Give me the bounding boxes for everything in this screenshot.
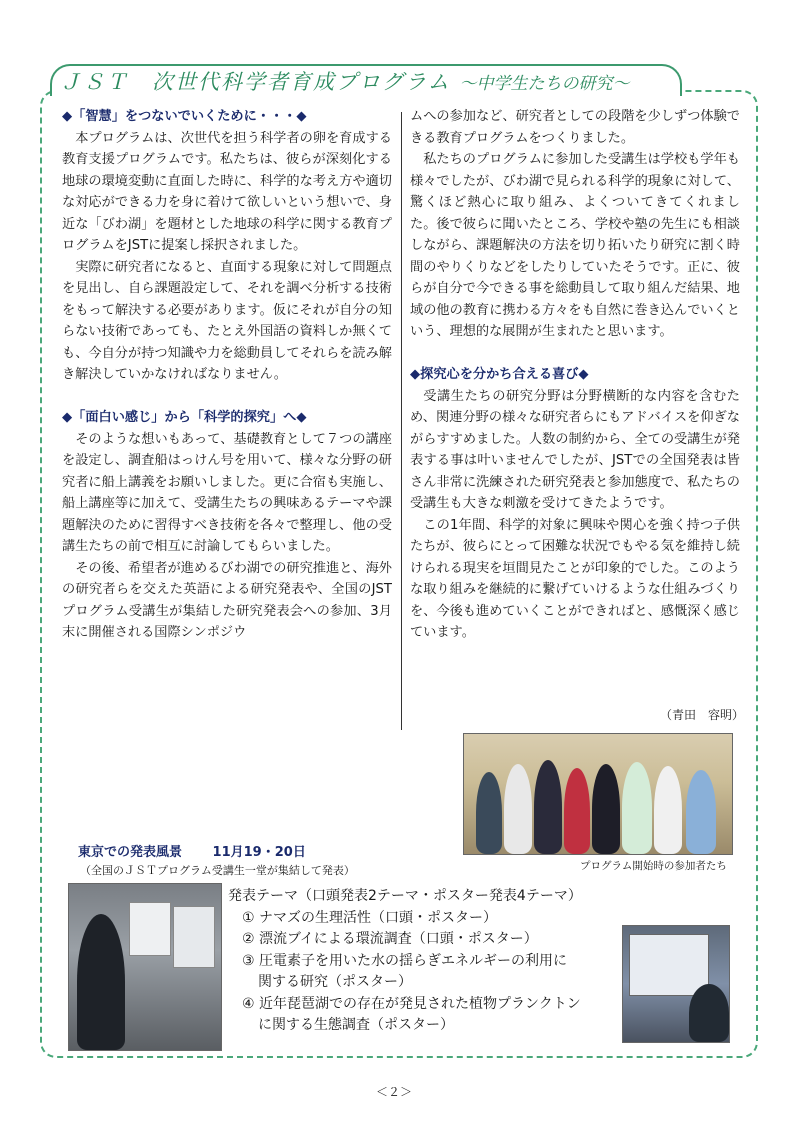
tokyo-note: （全国のＪＳＴプログラム受講生一堂が集結して発表） <box>80 864 355 877</box>
tokyo-title: 東京での発表風景 <box>78 845 183 860</box>
section1-heading: ◆「智慧」をつないでいくために・・・◆ <box>62 109 307 124</box>
section3-para1: 受講生たちの研究分野は分野横断的な内容を含むため、関連分野の様々な研究者らにもアドバイスを仰ぎながらすすめました。人数の制約から、全ての受講生が発表する事は叶いませんでしたが、JSTでの全国発表は皆さん非常に洗練された研究発表と参加態度で、私たちの受講生も大きな刺激を受けてきたようです。 <box>410 388 740 511</box>
theme-item-1: ① ナマズの生理活性（口頭・ポスター） <box>242 909 497 926</box>
section3-para2: この1年間、科学的対象に興味や関心を強く持つ子供たちが、彼らにとって困難な状況でもやる気を維持し続けられる現実を垣間見たことが印象的でした。このような取り組みを継続的に繋げていけるような仕組みづくりを、今後も進めていくことができればと、感慨深く感じています。 <box>410 517 740 640</box>
section2-heading: ◆「面白い感じ」から「科学的探究」へ◆ <box>62 410 307 425</box>
article-frame <box>40 90 758 1058</box>
continued-paragraph: ムへの参加など、研究者としての段階を少しずつ体験できる教育プログラムをつくりました。 <box>410 109 740 146</box>
right-para2: 私たちのプログラムに参加した受講生は学校も学年も様々でしたが、びわ湖で見られる科学的現象に対して、驚くほど熱心に取り組み、よくついてきてくれました。後で彼らに聞いたところ、学校や塾の先生にも相談しながら、課題解決の方法を切り拓いたり研究に割く時間のやりくりなどをしたりしていたそうです。正に、彼らが自分で今できる事を総動員して取り組んだ結果、地域の他の教育に携わる方々をも自然に巻き込んでいくという、理想的な展開が生まれたと思います。 <box>410 152 740 339</box>
themes-heading: 発表テーマ（口頭発表2テーマ・ポスター発表4テーマ） <box>228 888 582 904</box>
author-signature: （青田 容明） <box>660 708 745 722</box>
title-sub: ～中学生たちの研究～ <box>459 74 630 94</box>
page-number: ＜２＞ <box>376 1085 413 1099</box>
theme-item-3-cont: 関する研究（ポスター） <box>258 974 412 990</box>
section3-heading: ◆探究心を分かち合える喜び◆ <box>410 367 589 382</box>
theme-item-4-cont: に関する生態調査（ポスター） <box>258 1017 454 1033</box>
theme-item-2: ② 漂流ブイによる環流調査（口頭・ポスター） <box>242 931 538 947</box>
section2-para2: その後、希望者が進めるびわ湖での研究推進と、海外の研究者らを交えた英語による研究発表や、全国のJSTプログラム受講生が集結した研究発表会への参加、3月末に開催される国際シンポジウ <box>62 560 392 640</box>
group-photo-caption: プログラム開始時の参加者たち <box>580 860 727 872</box>
section1-para2: 実際に研究者になると、直面する現象に対して問題点を見出し、自ら課題設定して、それを調べ分析する技術をもって解決する必要があります。仮にそれが自分の知らない技術であっても、たとえ外国語の資料しか無くても、今自分が持つ知識や力を総動員してそれらを読み解き解決していかなければなりません。 <box>62 259 392 382</box>
theme-item-4: ④ 近年琵琶湖での存在が発見された植物プランクトン <box>242 995 581 1012</box>
page-title <box>60 66 629 94</box>
theme-item-3: ③ 圧電素子を用いた水の揺らぎエネルギーの利用に <box>242 952 567 969</box>
tokyo-date: 11月19・20日 <box>212 845 306 860</box>
title-main: ＪＳＴ 次世代科学者育成プログラム <box>60 70 451 94</box>
section1-para1: 本プログラムは、次世代を担う科学者の卵を育成する教育支援プログラムです。私たちは、彼らが深刻化する地球の環境変動に直面した時に、科学的な考え方や適切な対応ができる力を身に着けて欲しいという想いで、身近な「びわ湖」を題材とした地球の科学に関する教育プログラムをJSTに提案し採択されました。 <box>62 130 392 253</box>
section2-para1: そのような想いもあって、基礎教育として７つの講座を設定し、調査船はっけん号を用いて、様々な分野の研究者に船上講義をお願いしました。更に合宿も実施し、船上講座等に加えて、受講生たちの興味あるテーマや課題解決のために習得すべき技術を各々で整理し、他の受講生たちの前で相互に討論してもらいました。 <box>62 431 392 554</box>
